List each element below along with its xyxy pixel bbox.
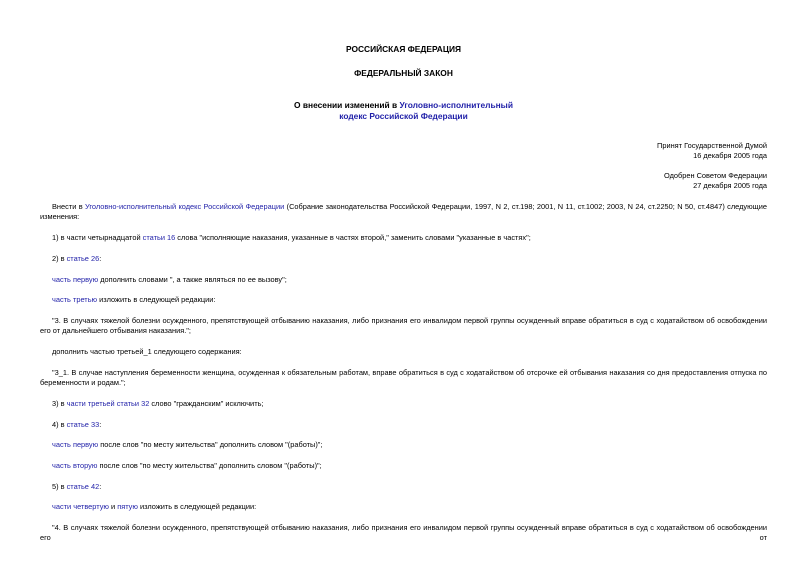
paragraph-item-5: [40, 482, 767, 492]
paragraph-33-part-2: [40, 461, 767, 471]
part-first-link[interactable]: часть первую: [52, 275, 99, 284]
document-page: [40, 0, 767, 571]
text-fragment: (Собрание законодательства Российской Федерации, 1997, N 2, ст.198; 2001, N 11, ст.1002; 2003, N 24, ст.2250; N 50, ст.4847) следующие изменения:: [40, 202, 767, 221]
paragraph-part-3: [40, 295, 767, 305]
text-fragment: и: [108, 502, 118, 511]
duma-adoption-date: 16 декабря 2005 года: [693, 151, 767, 160]
law-title-line-1: [40, 100, 767, 111]
part-fifth-link[interactable]: пятую: [117, 502, 138, 511]
paragraph-add-part: дополнить частью третьей_1 следующего содержания:: [52, 347, 242, 356]
text-fragment: слова "исполняющие наказания, указанные в частях второй," заменить словами "указанные в частях";: [175, 233, 531, 242]
text-fragment: 3) в: [52, 399, 67, 408]
duma-adoption-line1: Принят Государственной Думой: [657, 141, 767, 150]
text-fragment: 5) в: [52, 482, 67, 491]
article-26-link[interactable]: статье 26: [66, 254, 100, 263]
law-type-heading: ФЕДЕРАЛЬНЫЙ ЗАКОН: [354, 68, 453, 78]
duma-adoption: [467, 141, 767, 161]
paragraph-quote-3: "3. В случаях тяжелой болезни осужденного, препятствующей отбыванию наказания, либо признания его инвалидом первой группы осужденный вправе обратиться в суд с ходатайством об освобождении его от дальнейшего отбывания наказания.";: [40, 316, 767, 335]
code-link-title-2[interactable]: кодекс Российской Федерации: [339, 111, 468, 121]
title-prefix: О внесении изменений в: [294, 100, 400, 110]
council-approval-line1: Одобрен Советом Федерации: [664, 171, 767, 180]
article-33-link[interactable]: статье 33: [66, 420, 100, 429]
paragraph-item-2: [40, 254, 767, 264]
part-first-link[interactable]: часть первую: [52, 440, 99, 449]
text-fragment: слово "гражданским" исключить;: [149, 399, 264, 408]
paragraph-item-4: [40, 420, 767, 430]
paragraph-42-parts: [40, 502, 767, 512]
council-approval-date: 27 декабря 2005 года: [693, 181, 767, 190]
paragraph-intro: [40, 202, 767, 222]
text-fragment: дополнить словами ", а также являться по ее вызову";: [98, 275, 287, 284]
part-third-link[interactable]: часть третью: [52, 295, 98, 304]
text-fragment: изложить в следующей редакции:: [137, 502, 257, 511]
paragraph-33-part-1: [40, 440, 767, 450]
part-second-link[interactable]: часть вторую: [52, 461, 98, 470]
country-heading: РОССИЙСКАЯ ФЕДЕРАЦИЯ: [345, 44, 462, 54]
text-fragment: после слов "по месту жительства" дополнить словом "(работы)";: [97, 461, 322, 470]
text-fragment: изложить в следующей редакции:: [97, 295, 216, 304]
paragraph-part-1: [40, 275, 767, 285]
article-16-link[interactable]: статьи 16: [142, 233, 176, 242]
text-fragment: 4) в: [52, 420, 67, 429]
council-approval: [467, 171, 767, 191]
paragraph-item-1: [40, 233, 767, 243]
article-42-link[interactable]: статье 42: [66, 482, 100, 491]
text-fragment: Внести в: [52, 202, 86, 211]
text-fragment: :: [99, 254, 102, 263]
code-link[interactable]: Уголовно-исполнительный кодекс Российской Федерации: [85, 202, 285, 211]
text-fragment: 1) в части четырнадцатой: [52, 233, 143, 242]
text-fragment: :: [99, 420, 102, 429]
part-fourth-link[interactable]: части четвертую: [52, 502, 109, 511]
code-link-title-1[interactable]: Уголовно-исполнительный: [399, 100, 513, 110]
article-32-link[interactable]: части третьей статьи 32: [66, 399, 150, 408]
paragraph-quote-3-1: "3_1. В случае наступления беременности женщина, осужденная к обязательным работам, вправе обратиться в суд с ходатайством об отсрочке ей отбывания наказания со дня предоставления отпуска по беременности и родам.";: [40, 368, 767, 387]
law-title-line-2: [40, 111, 767, 122]
text-fragment: после слов "по месту жительства" дополнить словом "(работы)";: [98, 440, 323, 449]
text-fragment: :: [99, 482, 102, 491]
paragraph-item-3: [40, 399, 767, 409]
text-fragment: 2) в: [52, 254, 67, 263]
paragraph-quote-4: "4. В случаях тяжелой болезни осужденного, препятствующей отбыванию наказания, либо признания его инвалидом первой группы осужденный вправе обратиться в суд с ходатайством об освобождении его от: [40, 523, 767, 542]
